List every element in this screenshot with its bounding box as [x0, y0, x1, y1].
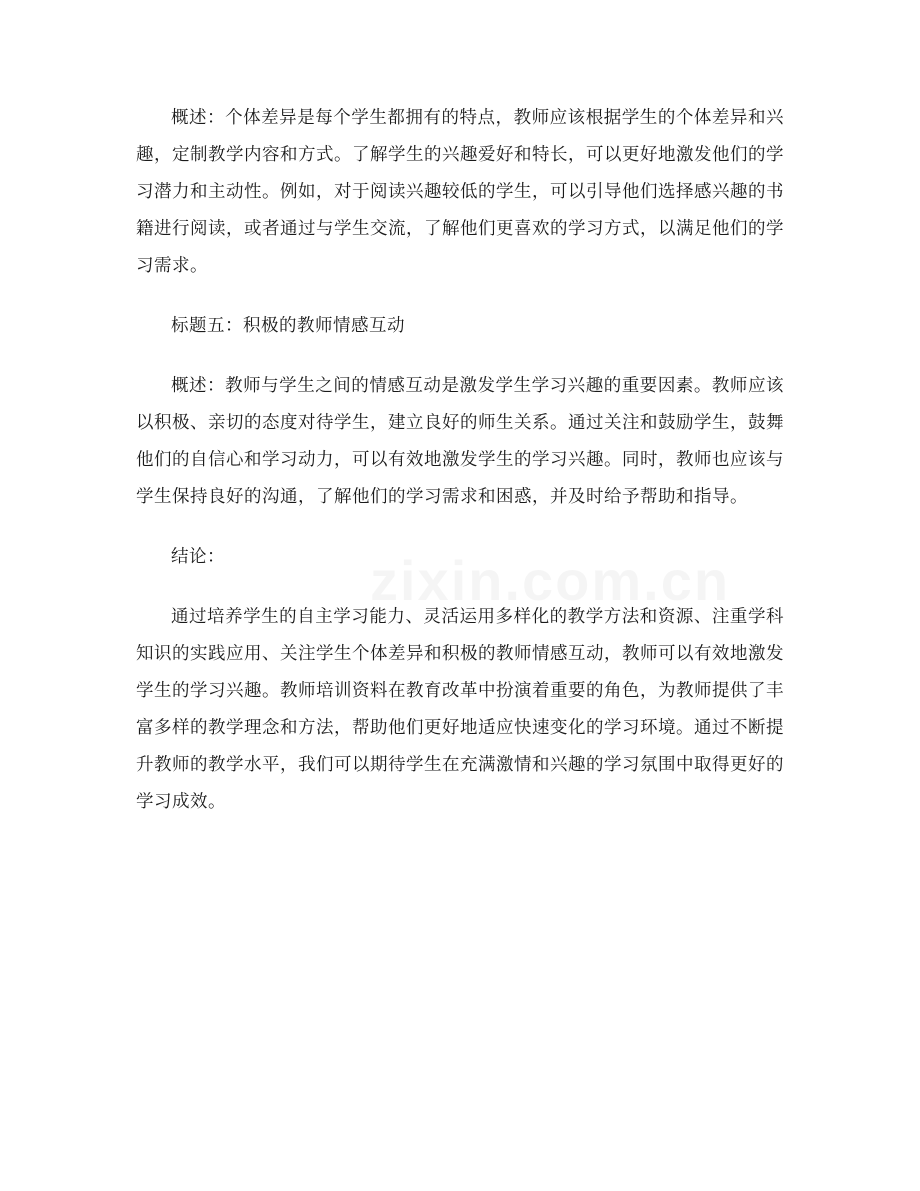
- paragraph-individual-differences: 概述：个体差异是每个学生都拥有的特点，教师应该根据学生的个体差异和兴趣，定制教学内容和方式。了解学生的兴趣爱好和特长，可以更好地激发他们的学习潜力和主动性。例如，对于阅读兴趣较低的学生，可以引导他们选择感兴趣的书籍进行阅读，或者通过与学生交流，了解他们更喜欢的学习方式，以满足他们的学习需求。: [136, 108, 784, 276]
- paragraph-conclusion: 通过培养学生的自主学习能力、灵活运用多样化的教学方法和资源、注重学科知识的实践应用、关注学生个体差异和积极的教师情感互动，教师可以有效地激发学生的学习兴趣。教师培训资料在教育改革中扮演着重要的角色，为教师提供了丰富多样的教学理念和方法，帮助他们更好地适应快速变化的学习环境。通过不断提升教师的教学水平，我们可以期待学生在充满激情和兴趣的学习氛围中取得更好的学习成效。: [136, 607, 784, 812]
- paragraph-emotional-interaction: 概述：教师与学生之间的情感互动是激发学生学习兴趣的重要因素。教师应该以积极、亲切的态度对待学生，建立良好的师生关系。通过关注和鼓励学生，鼓舞他们的自信心和学习动力，可以有效地激发学生的学习兴趣。同时，教师也应该与学生保持良好的沟通，了解他们的学习需求和困惑，并及时给予帮助和指导。: [136, 376, 784, 507]
- section-heading-5: 标题五：积极的教师情感互动: [171, 316, 405, 336]
- conclusion-heading: 结论：: [171, 547, 225, 567]
- document-body: [136, 100, 784, 821]
